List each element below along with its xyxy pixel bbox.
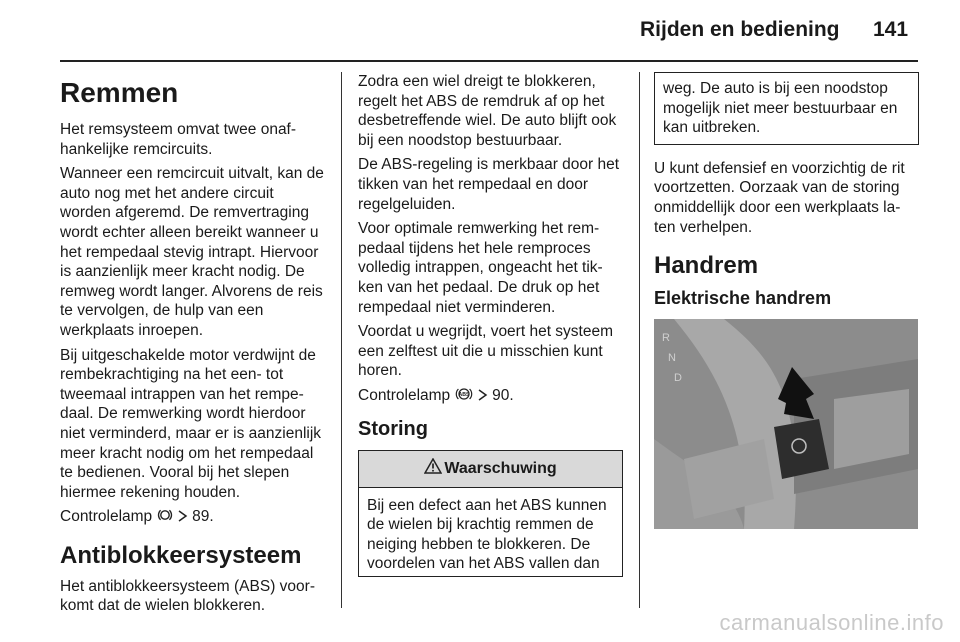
column-divider-1 [341, 72, 342, 608]
paragraph: U kunt defensief en voorzichtig de rit voortzetten. Oorzaak van de storing onmiddellijk door een werkplaats la-ten verhelpen. [654, 159, 905, 236]
warning-title: Waarschuwing [444, 459, 557, 477]
svg-text:R: R [662, 332, 670, 345]
svg-text:N: N [668, 352, 676, 365]
control-lamp-page-ref: 90. [492, 386, 514, 404]
warning-box [358, 450, 623, 577]
paragraph: Voordat u wegrijdt, voert het systeem een zelftest uit die u misschien kunt horen. [358, 323, 614, 380]
paragraph: Het antiblokkeersysteem (ABS) voor-komt dat de wielen blokkeren. [60, 577, 315, 615]
column-1 [60, 72, 328, 621]
brake-warning-icon [157, 507, 173, 529]
warning-triangle-icon [424, 458, 442, 479]
paragraph: Zodra een wiel dreigt te blokkeren, regelt het ABS de remdruk af op het desbetreffende wiel. De auto blijft ook bij een noodstop bestuurbaar. [358, 73, 617, 149]
parking-brake-illustration [654, 319, 918, 529]
warning-text: Bij een defect aan het ABS kunnen de wielen bij krachtig remmen de neiging hebben te blokkeren. De voordelen van het ABS vallen dan [367, 496, 607, 573]
section-heading-storing: Storing [358, 417, 428, 440]
page-reference-arrow-icon [477, 388, 488, 408]
paragraph: Bij uitgeschakelde motor verdwijnt de rembekrachtiging na het een- tot tweemaal intrappen van het rempe-daal. De remwerking wordt hierdoor niet verminderd, maar er is aanzienlijk meer kracht nodig om het rempedaal te bedienen. Vooral bij het slepen hiermee rekening houden. [60, 346, 322, 501]
paragraph: De ABS-regeling is merkbaar door het tikken van het rempedaal en door regelgeluiden. [358, 156, 620, 213]
subsection-heading-elektrische-handrem: Elektrische handrem [654, 288, 832, 309]
paragraph: Het remsysteem omvat twee onaf-hankelijke remcircuits. [60, 121, 297, 158]
section-heading-antiblokkeersysteem: Antiblokkeersysteem [60, 541, 302, 569]
control-lamp-label: Controlelamp [358, 386, 451, 404]
electric-parking-brake-photo [654, 319, 918, 529]
svg-text:ABS: ABS [458, 392, 469, 399]
header-rule [60, 60, 918, 62]
section-heading-remmen: Remmen [60, 77, 179, 108]
page-number: 141 [873, 18, 909, 41]
control-lamp-reference [60, 507, 328, 529]
warning-body [359, 488, 622, 576]
paragraph: Wanneer een remcircuit uitvalt, kan de auto nog met het andere circuit worden afgeremd. De remvertraging wordt echter alleen bereikt wanneer u het rempedaal stevig intrapt. Hiervoor is aanzienlijk meer kracht nodig. De remweg wordt langer. Alvorens de reis te vervolgen, de hulp van een werkplaats inroepen. [60, 165, 324, 339]
control-lamp-label: Controlelamp [60, 508, 153, 526]
column-2 [358, 72, 623, 577]
section-heading-handrem: Handrem [654, 252, 759, 280]
column-3 [654, 72, 919, 529]
warning-box-continued [654, 72, 919, 145]
svg-text:D: D [674, 372, 682, 385]
abs-warning-icon [455, 386, 473, 408]
page-reference-arrow-icon [177, 509, 188, 529]
warning-text-continued: weg. De auto is bij een noodstop mogelijk niet meer bestuurbaar en kan uitbreken. [663, 80, 898, 137]
running-header: Rijden en bediening [640, 18, 840, 41]
watermark: carmanualsonline.info [719, 610, 944, 635]
column-divider-2 [639, 72, 640, 608]
control-lamp-page-ref: 89. [192, 508, 214, 526]
paragraph: Voor optimale remwerking het rem-pedaal tijdens het hele remproces volledig intrappen, ongeacht het tik-ken van het pedaal. De druk op het rempedaal niet verminderen. [358, 220, 603, 316]
warning-header [359, 451, 622, 488]
control-lamp-reference [358, 386, 623, 408]
